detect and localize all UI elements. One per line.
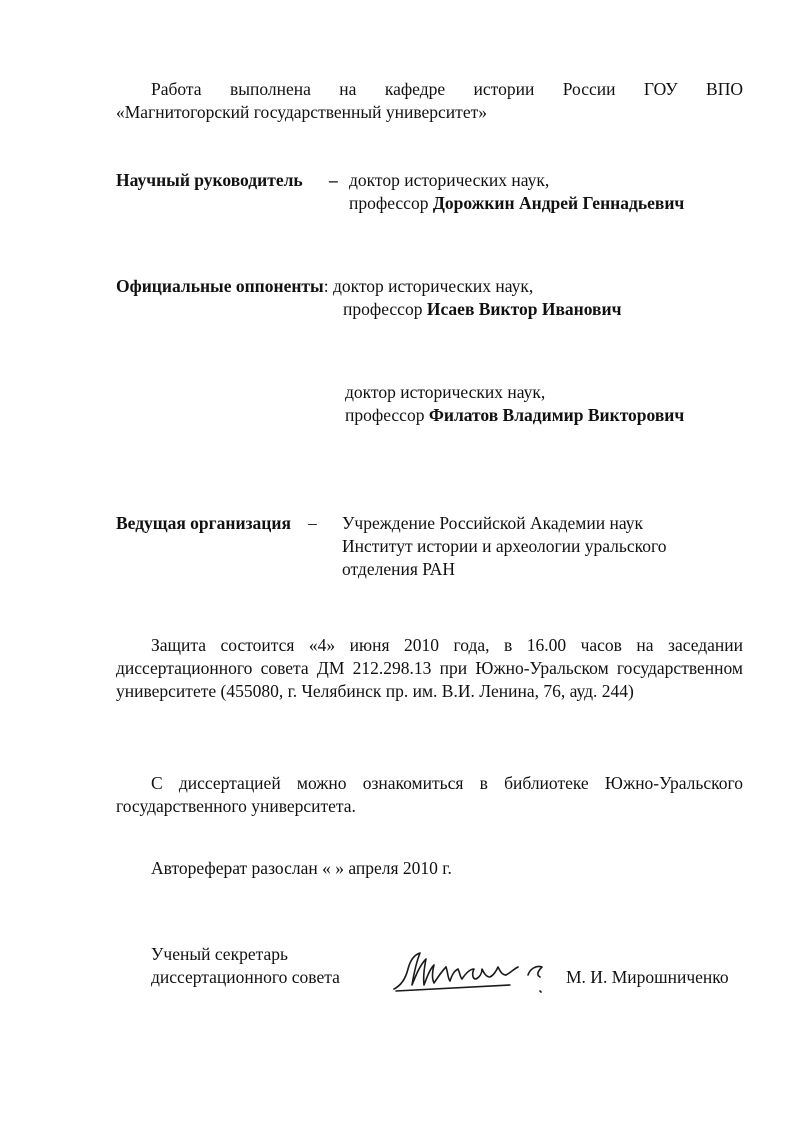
supervisor-title: профессор <box>349 193 429 213</box>
supervisor-label: Научный руководитель <box>116 170 303 190</box>
mailing-date-line: Автореферат разослан « » апреля 2010 г. <box>151 858 452 878</box>
lead-org-label: Ведущая организация <box>116 513 291 533</box>
opponent-1-title-line <box>343 298 621 321</box>
secretary-name: М. И. Мирошниченко <box>566 967 729 987</box>
opponents-colon: : <box>323 276 329 296</box>
lead-org-line-2: Институт истории и археологии уральского <box>342 536 667 556</box>
opponent-2-title-line <box>345 404 684 427</box>
opponents-header-line <box>116 275 533 298</box>
supervisor-title-line <box>349 192 684 215</box>
lead-org-line-1: Учреждение Российской Академии наук <box>342 513 643 533</box>
secretary-title-line-1: Ученый секретарь <box>151 944 288 964</box>
supervisor-name: Дорожкин Андрей Геннадьевич <box>432 193 685 213</box>
opponent-2-title: профессор <box>345 405 425 425</box>
intro-line-1: Работа выполнена на кафедре истории России ГОУ ВПО <box>151 79 743 99</box>
opponent-2-degree: доктор исторических наук, <box>345 382 546 402</box>
opponent-1-name: Исаев Виктор Иванович <box>426 299 622 319</box>
defense-paragraph: Защита состоится «4» июня 2010 года, в 16.00 часов на заседании диссертационного совета ДМ 212.298.13 при Южно-Уральском государственном университете (455080, г. Челябинск пр. им. В.И. Ленина, 76, ауд. 244) <box>116 635 743 701</box>
opponent-1-degree: доктор исторических наук, <box>332 276 534 296</box>
supervisor-dash: – <box>329 170 338 190</box>
handwritten-signature <box>390 945 560 1005</box>
intro-line-2: «Магнитогорский государственный университет» <box>116 102 487 122</box>
lead-org-line-3: отделения РАН <box>342 559 456 579</box>
opponent-1-title: профессор <box>343 299 423 319</box>
secretary-title-line-2: диссертационного совета <box>151 967 340 987</box>
opponents-label: Официальные оппоненты <box>116 276 324 296</box>
opponent-2-name: Филатов Владимир Викторович <box>428 405 685 425</box>
library-paragraph: С диссертацией можно ознакомиться в библиотеке Южно-Уральского государственного университета. <box>116 773 743 816</box>
lead-org-dash: – <box>308 513 317 533</box>
supervisor-degree: доктор исторических наук, <box>349 170 550 190</box>
